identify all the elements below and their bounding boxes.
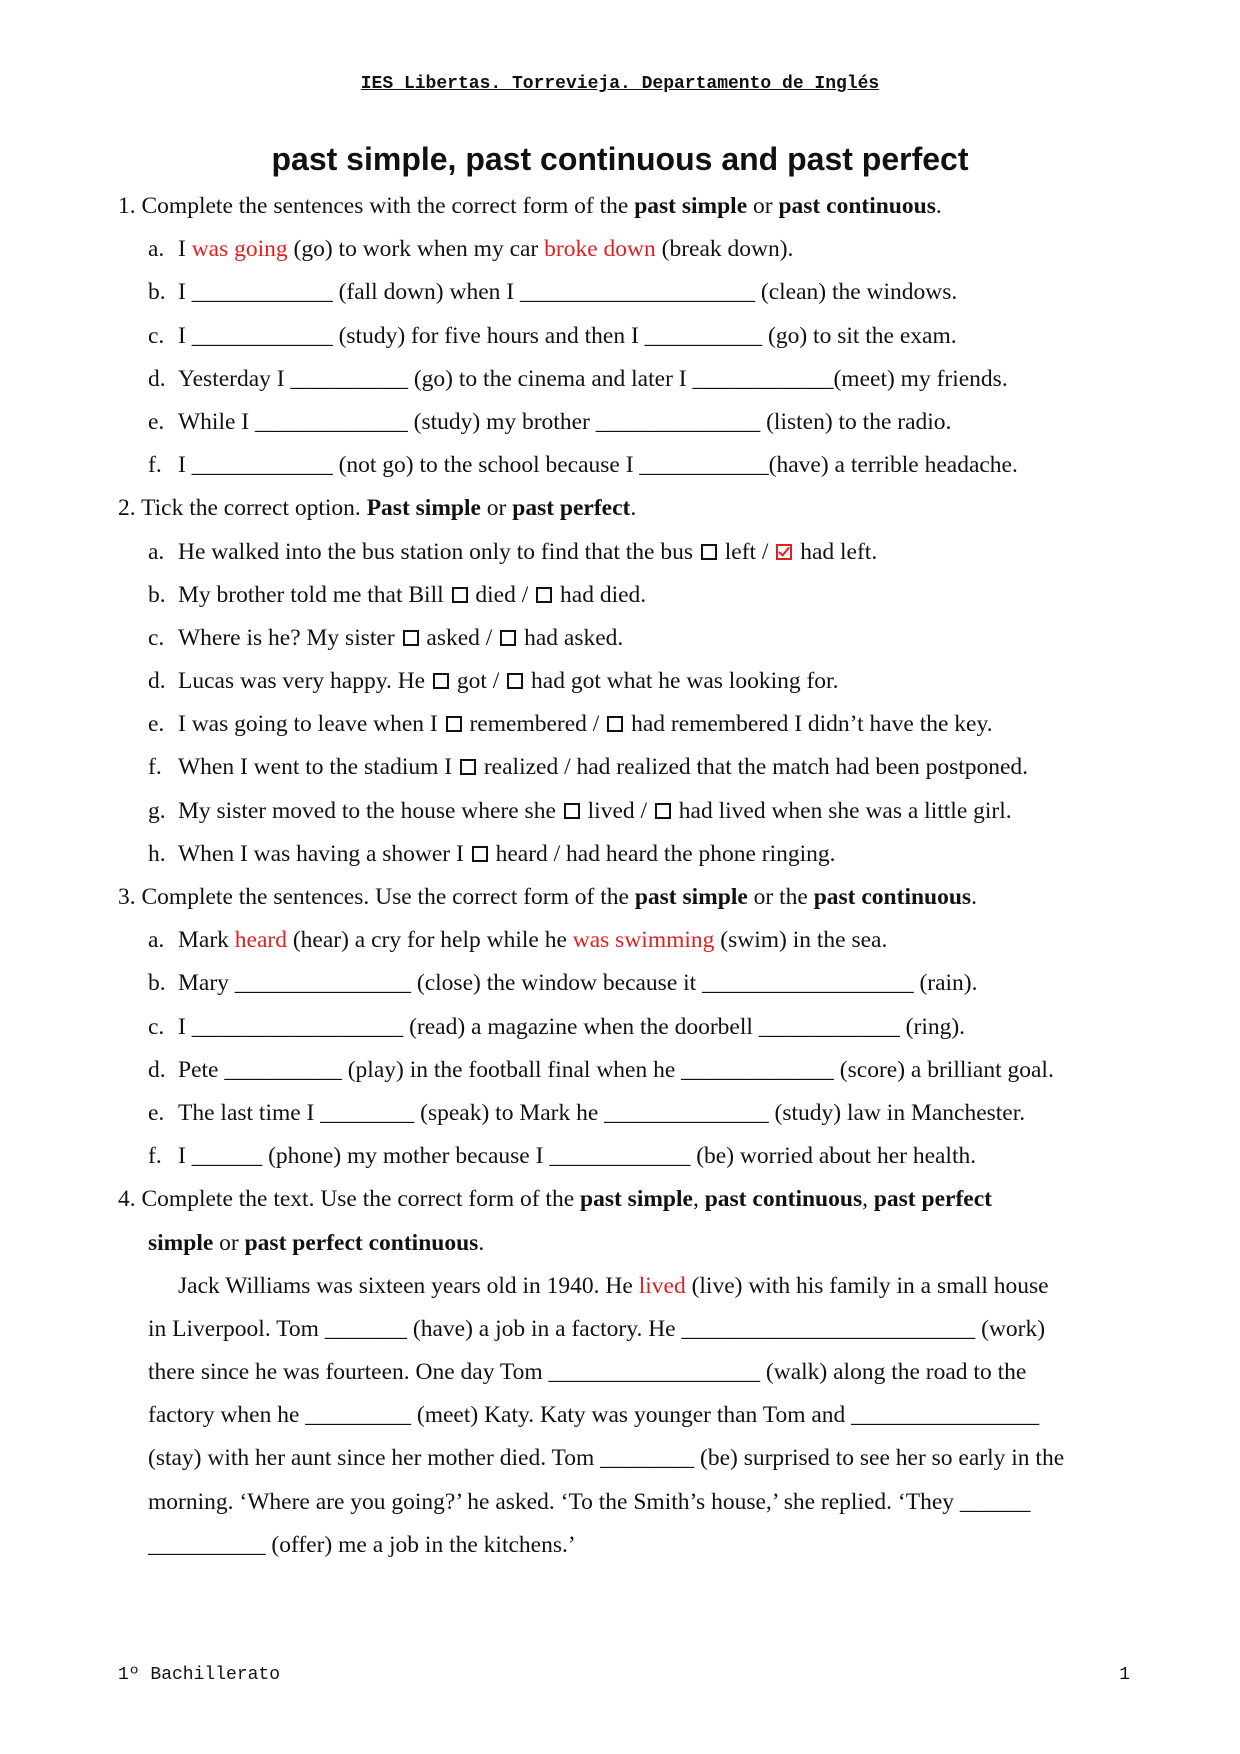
page-footer <box>118 1665 1130 1685</box>
exercise-3-item-f: f. I ______ (phone) my mother because I ____________ (be) worried about her health. <box>148 1143 977 1170</box>
checkbox[interactable] <box>460 759 476 775</box>
exercise-2-item-d: d. Lucas was very happy. He got / had got what he was looking for. <box>148 668 839 695</box>
course-label: 1º Bachillerato <box>118 1665 281 1685</box>
checkbox[interactable] <box>655 803 671 819</box>
checkbox[interactable] <box>564 803 580 819</box>
checkbox[interactable] <box>452 587 468 603</box>
checkbox[interactable] <box>507 673 523 689</box>
exercise-3-item-a: a. Mark heard (hear) a cry for help while he was swimming (swim) in the sea. <box>148 927 888 954</box>
checkbox[interactable] <box>500 630 516 646</box>
text-line: morning. ‘Where are you going?’ he asked. ‘To the Smith’s house,’ she replied. ‘They ______ <box>148 1488 1031 1515</box>
exercise-3-item-d: d. Pete __________ (play) in the football final when he _____________ (score) a brilliant goal. <box>148 1056 1054 1083</box>
exercise-3-item-c: c. I __________________ (read) a magazine when the doorbell ____________ (ring). <box>148 1013 966 1040</box>
worksheet-title: past simple, past continuous and past perfect <box>271 141 969 177</box>
exercise-1-item-d: d. Yesterday I __________ (go) to the cinema and later I ____________(meet) my friends. <box>148 365 1008 392</box>
exercise-1-item-f: f. I ____________ (not go) to the school because I ___________(have) a terrible headache. <box>148 452 1018 479</box>
exercise-4-instruction: 4. Complete the text. Use the correct form of the past simple, past continuous, past perfect <box>118 1186 992 1213</box>
text-line: __________ (offer) me a job in the kitchens.’ <box>148 1531 576 1558</box>
exercise-1-item-a: a. I was going (go) to work when my car broke down (break down). <box>148 236 794 263</box>
checkbox[interactable] <box>607 716 623 732</box>
text-line: factory when he _________ (meet) Katy. Katy was younger than Tom and ________________ <box>148 1402 1040 1429</box>
checkbox[interactable] <box>472 846 488 862</box>
answer-text: was swimming <box>572 927 715 954</box>
text-line: (stay) with her aunt since her mother died. Tom ________ (be) surprised to see her so early in the <box>148 1445 1065 1472</box>
checked-checkbox[interactable] <box>776 544 792 560</box>
worksheet-body <box>118 185 1136 1567</box>
checkbox[interactable] <box>433 673 449 689</box>
page-number: 1 <box>1119 1665 1130 1685</box>
answer-text: was going <box>191 236 288 263</box>
exercise-1-item-b: b. I ____________ (fall down) when I ____________________ (clean) the windows. <box>148 279 958 306</box>
answer-text: lived <box>638 1272 686 1299</box>
text-line: there since he was fourteen. One day Tom __________________ (walk) along the road to the <box>148 1359 1027 1386</box>
exercise-4-text <box>118 1265 1136 1567</box>
checkbox[interactable] <box>701 544 717 560</box>
exercise-1-item-e: e. While I _____________ (study) my brother ______________ (listen) to the radio. <box>148 408 952 435</box>
answer-text: broke down <box>544 236 656 263</box>
exercise-2-item-g: g. My sister moved to the house where she lived / had lived when she was a little girl. <box>148 797 1012 824</box>
text-line: in Liverpool. Tom _______ (have) a job in a factory. He _________________________ (work) <box>148 1315 1046 1342</box>
checkbox[interactable] <box>403 630 419 646</box>
exercise-2-item-f: f. When I went to the stadium I realized / had realized that the match had been postponed. <box>148 754 1029 781</box>
exercise-2-item-h: h. When I was having a shower I heard / had heard the phone ringing. <box>148 840 836 867</box>
exercise-2-item-b: b. My brother told me that Bill died / had died. <box>148 581 647 608</box>
exercise-2-instruction: 2. Tick the correct option. Past simple or past perfect. <box>118 495 637 522</box>
exercise-3-item-b: b. Mary _______________ (close) the window because it __________________ (rain). <box>148 970 978 997</box>
checkbox[interactable] <box>446 716 462 732</box>
text-line: Jack Williams was sixteen years old in 1940. He lived (live) with his family in a small house <box>178 1272 1049 1299</box>
exercise-3-item-e: e. The last time I ________ (speak) to Mark he ______________ (study) law in Manchester. <box>148 1099 1026 1126</box>
exercise-3-instruction: 3. Complete the sentences. Use the correct form of the past simple or the past continuous. <box>118 884 977 910</box>
exercise-2-item-c: c. Where is he? My sister asked / had asked. <box>148 624 624 651</box>
exercise-4-instruction-cont: simple or past perfect continuous. <box>148 1229 485 1256</box>
answer-text: heard <box>234 927 287 954</box>
exercise-1-instruction: 1. Complete the sentences with the correct form of the past simple or past continuous. <box>118 193 942 219</box>
exercise-2-item-e: e. I was going to leave when I remembered / had remembered I didn’t have the key. <box>148 711 993 738</box>
checkbox[interactable] <box>536 587 552 603</box>
school-header: IES Libertas. Torrevieja. Departamento de Inglés <box>360 74 880 94</box>
exercise-2-item-a: a. He walked into the bus station only to find that the bus left / had left. <box>148 538 878 565</box>
exercise-1-item-c: c. I ____________ (study) for five hours and then I __________ (go) to sit the exam. <box>148 322 957 349</box>
